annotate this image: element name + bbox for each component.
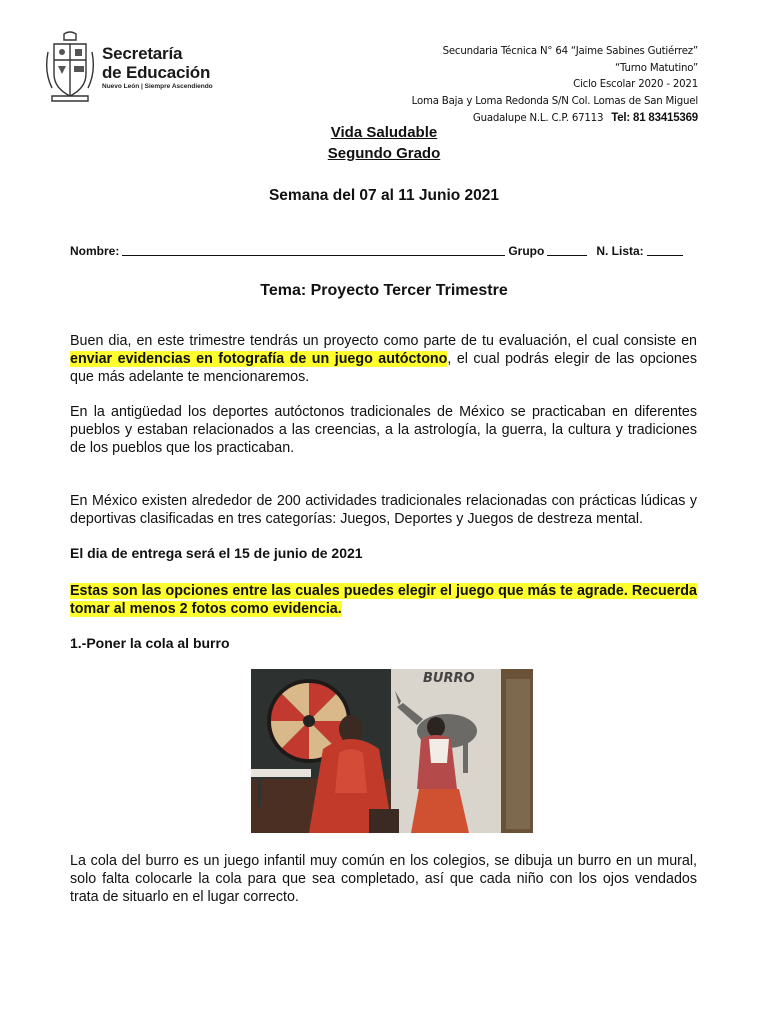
student-form-line xyxy=(70,244,698,258)
donkey-game-illustration xyxy=(251,669,533,833)
school-year: Ciclo Escolar 2020 - 2021 xyxy=(573,79,698,90)
option1-title: 1.-Poner la cola al burro xyxy=(70,635,230,651)
school-address: Loma Baja y Loma Redonda S/N Col. Lomas de San Miguel xyxy=(411,95,698,107)
donkey-game-photo xyxy=(251,669,533,833)
school-name: Secundaria Técnica N° 64 “Jaime Sabines Gutiérrez” xyxy=(442,46,698,57)
logo-subtitle: Nuevo León | Siempre Ascendiendo xyxy=(102,83,213,90)
school-info xyxy=(412,44,698,128)
nombre-label: Nombre: xyxy=(70,244,120,258)
delivery-date: El dia de entrega será el 15 de junio de 2021 xyxy=(70,545,363,561)
activities-paragraph: En México existen alrededor de 200 actividades tradicionales relacionadas con prácticas lúdicas y deportivas clasificadas en tres categorías: Juegos, Deportes y Juegos de destreza mental. xyxy=(70,493,697,527)
options-intro xyxy=(70,582,697,618)
logo-title-line2: de Educación xyxy=(102,63,211,82)
school-shift: “Turno Matutino” xyxy=(614,62,698,74)
grupo-label: Grupo xyxy=(508,244,545,258)
intro-text-a: Buen dia, en este trimestre tendrás un proyecto como parte de tu evaluación, el cual consiste en xyxy=(70,333,697,349)
intro-highlight: enviar evidencias en fotografía de un juego autóctono xyxy=(70,351,448,367)
options-intro-text: Estas son las opciones entre las cuales puedes elegir el juego que más te agrade. Recuerda tomar al menos 2 fotos como evidencia. xyxy=(70,583,697,617)
lista-field[interactable] xyxy=(647,245,683,256)
nombre-field[interactable] xyxy=(122,245,505,256)
lista-label: N. Lista: xyxy=(596,244,644,258)
secretaria-logo xyxy=(44,30,214,110)
history-paragraph: En la antigüedad los deportes autóctonos tradicionales de México se practicaban en diferentes pueblos y estaban relacionados a las creencias, a la astrología, la guerra, la cultura y tradiciones de los pueblos que los practicaban. xyxy=(70,404,697,456)
option1-description: La cola del burro es un juego infantil muy común en los colegios, se dibuja un burro en un mural, solo falta colocarle la cola para que sea completado, así que cada niño con los ojos vendados trata de situarlo en el lugar correcto. xyxy=(70,853,697,905)
subject-title: Vida Saludable xyxy=(330,124,438,141)
school-city: Guadalupe N.L. C.P. 67113 xyxy=(472,113,604,124)
intro-text-b: , el cual podrás elegir de las opciones que más adelante te mencionaremos. xyxy=(70,351,697,385)
grade-title: Segundo Grado xyxy=(327,145,441,162)
grupo-field[interactable] xyxy=(547,245,587,256)
logo-title-line1: Secretaría xyxy=(102,44,183,63)
school-phone: Tel: 81 83415369 xyxy=(611,112,698,124)
week-title: Semana del 07 al 11 Junio 2021 xyxy=(268,187,500,204)
coat-of-arms-icon xyxy=(44,30,96,104)
photo-sign-text: BURRO xyxy=(423,671,475,686)
topic-title: Tema: Proyecto Tercer Trimestre xyxy=(260,282,508,299)
intro-paragraph xyxy=(70,332,697,386)
